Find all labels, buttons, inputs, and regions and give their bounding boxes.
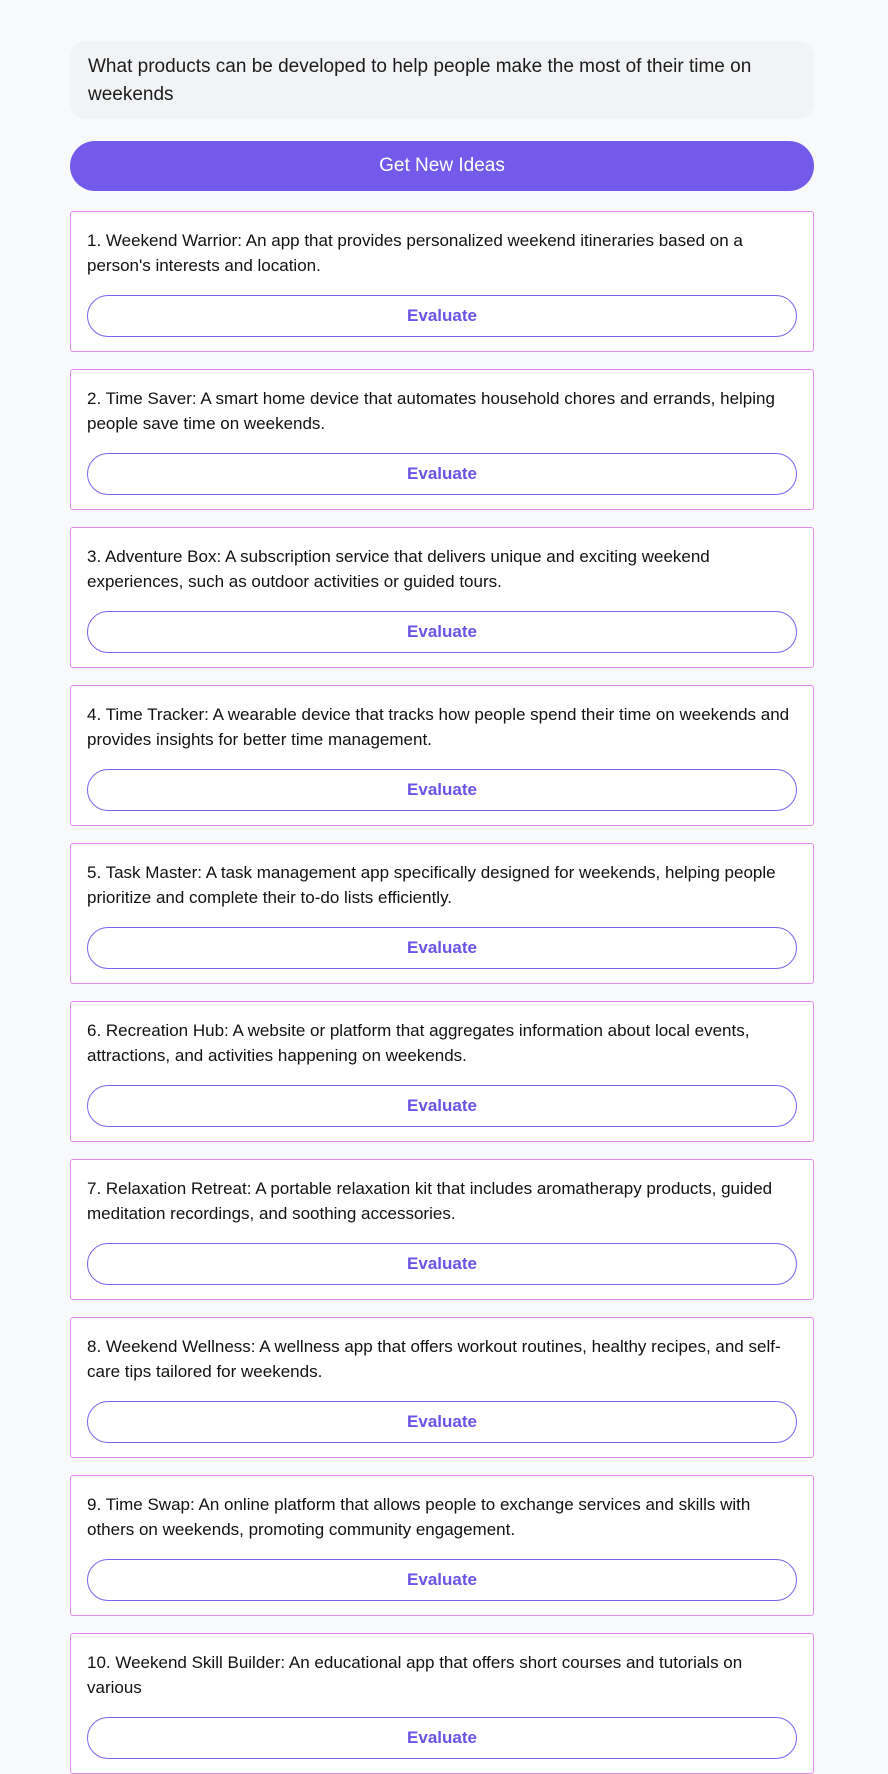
- evaluate-button[interactable]: Evaluate: [87, 1559, 797, 1601]
- evaluate-button[interactable]: Evaluate: [87, 295, 797, 337]
- evaluate-button[interactable]: Evaluate: [87, 453, 797, 495]
- idea-text: 2. Time Saver: A smart home device that automates household chores and errands, helping people save time on weekends.: [87, 389, 775, 433]
- idea-card: [70, 685, 814, 826]
- prompt-text: What products can be developed to help people make the most of their time on weekends: [70, 41, 814, 119]
- idea-card: [70, 211, 814, 352]
- idea-card: [70, 1475, 814, 1616]
- idea-card: [70, 1001, 814, 1142]
- idea-text: 4. Time Tracker: A wearable device that tracks how people spend their time on weekends and provides insights for better time management.: [87, 705, 790, 749]
- idea-text: 3. Adventure Box: A subscription service that delivers unique and exciting weekend experiences, such as outdoor activities or guided tours.: [87, 547, 710, 591]
- evaluate-button[interactable]: Evaluate: [87, 611, 797, 653]
- idea-card: [70, 843, 814, 984]
- idea-card: [70, 1317, 814, 1458]
- idea-card: [70, 369, 814, 510]
- idea-card: [70, 527, 814, 668]
- get-new-ideas-button[interactable]: Get New Ideas: [70, 141, 814, 191]
- evaluate-button[interactable]: Evaluate: [87, 1085, 797, 1127]
- idea-text: 10. Weekend Skill Builder: An educational app that offers short courses and tutorials on various: [87, 1653, 743, 1697]
- idea-text: 5. Task Master: A task management app specifically designed for weekends, helping people prioritize and complete their to-do lists efficiently.: [87, 863, 776, 907]
- main-container: [70, 0, 814, 1774]
- idea-text: 6. Recreation Hub: A website or platform that aggregates information about local events, attractions, and activities happening on weekends.: [87, 1021, 750, 1065]
- idea-text: 7. Relaxation Retreat: A portable relaxation kit that includes aromatherapy products, guided meditation recordings, and soothing accessories.: [87, 1179, 773, 1223]
- evaluate-button[interactable]: Evaluate: [87, 769, 797, 811]
- idea-list: [70, 211, 814, 1774]
- idea-text: 9. Time Swap: An online platform that allows people to exchange services and skills with others on weekends, promoting community engagement.: [87, 1495, 751, 1539]
- evaluate-button[interactable]: Evaluate: [87, 1243, 797, 1285]
- evaluate-button[interactable]: Evaluate: [87, 1401, 797, 1443]
- idea-text: 1. Weekend Warrior: An app that provides personalized weekend itineraries based on a person's interests and location.: [87, 231, 743, 275]
- evaluate-button[interactable]: Evaluate: [87, 927, 797, 969]
- idea-card: [70, 1159, 814, 1300]
- idea-text: 8. Weekend Wellness: A wellness app that offers workout routines, healthy recipes, and self-care tips tailored for weekends.: [87, 1337, 781, 1381]
- evaluate-button[interactable]: Evaluate: [87, 1717, 797, 1759]
- idea-card: [70, 1633, 814, 1774]
